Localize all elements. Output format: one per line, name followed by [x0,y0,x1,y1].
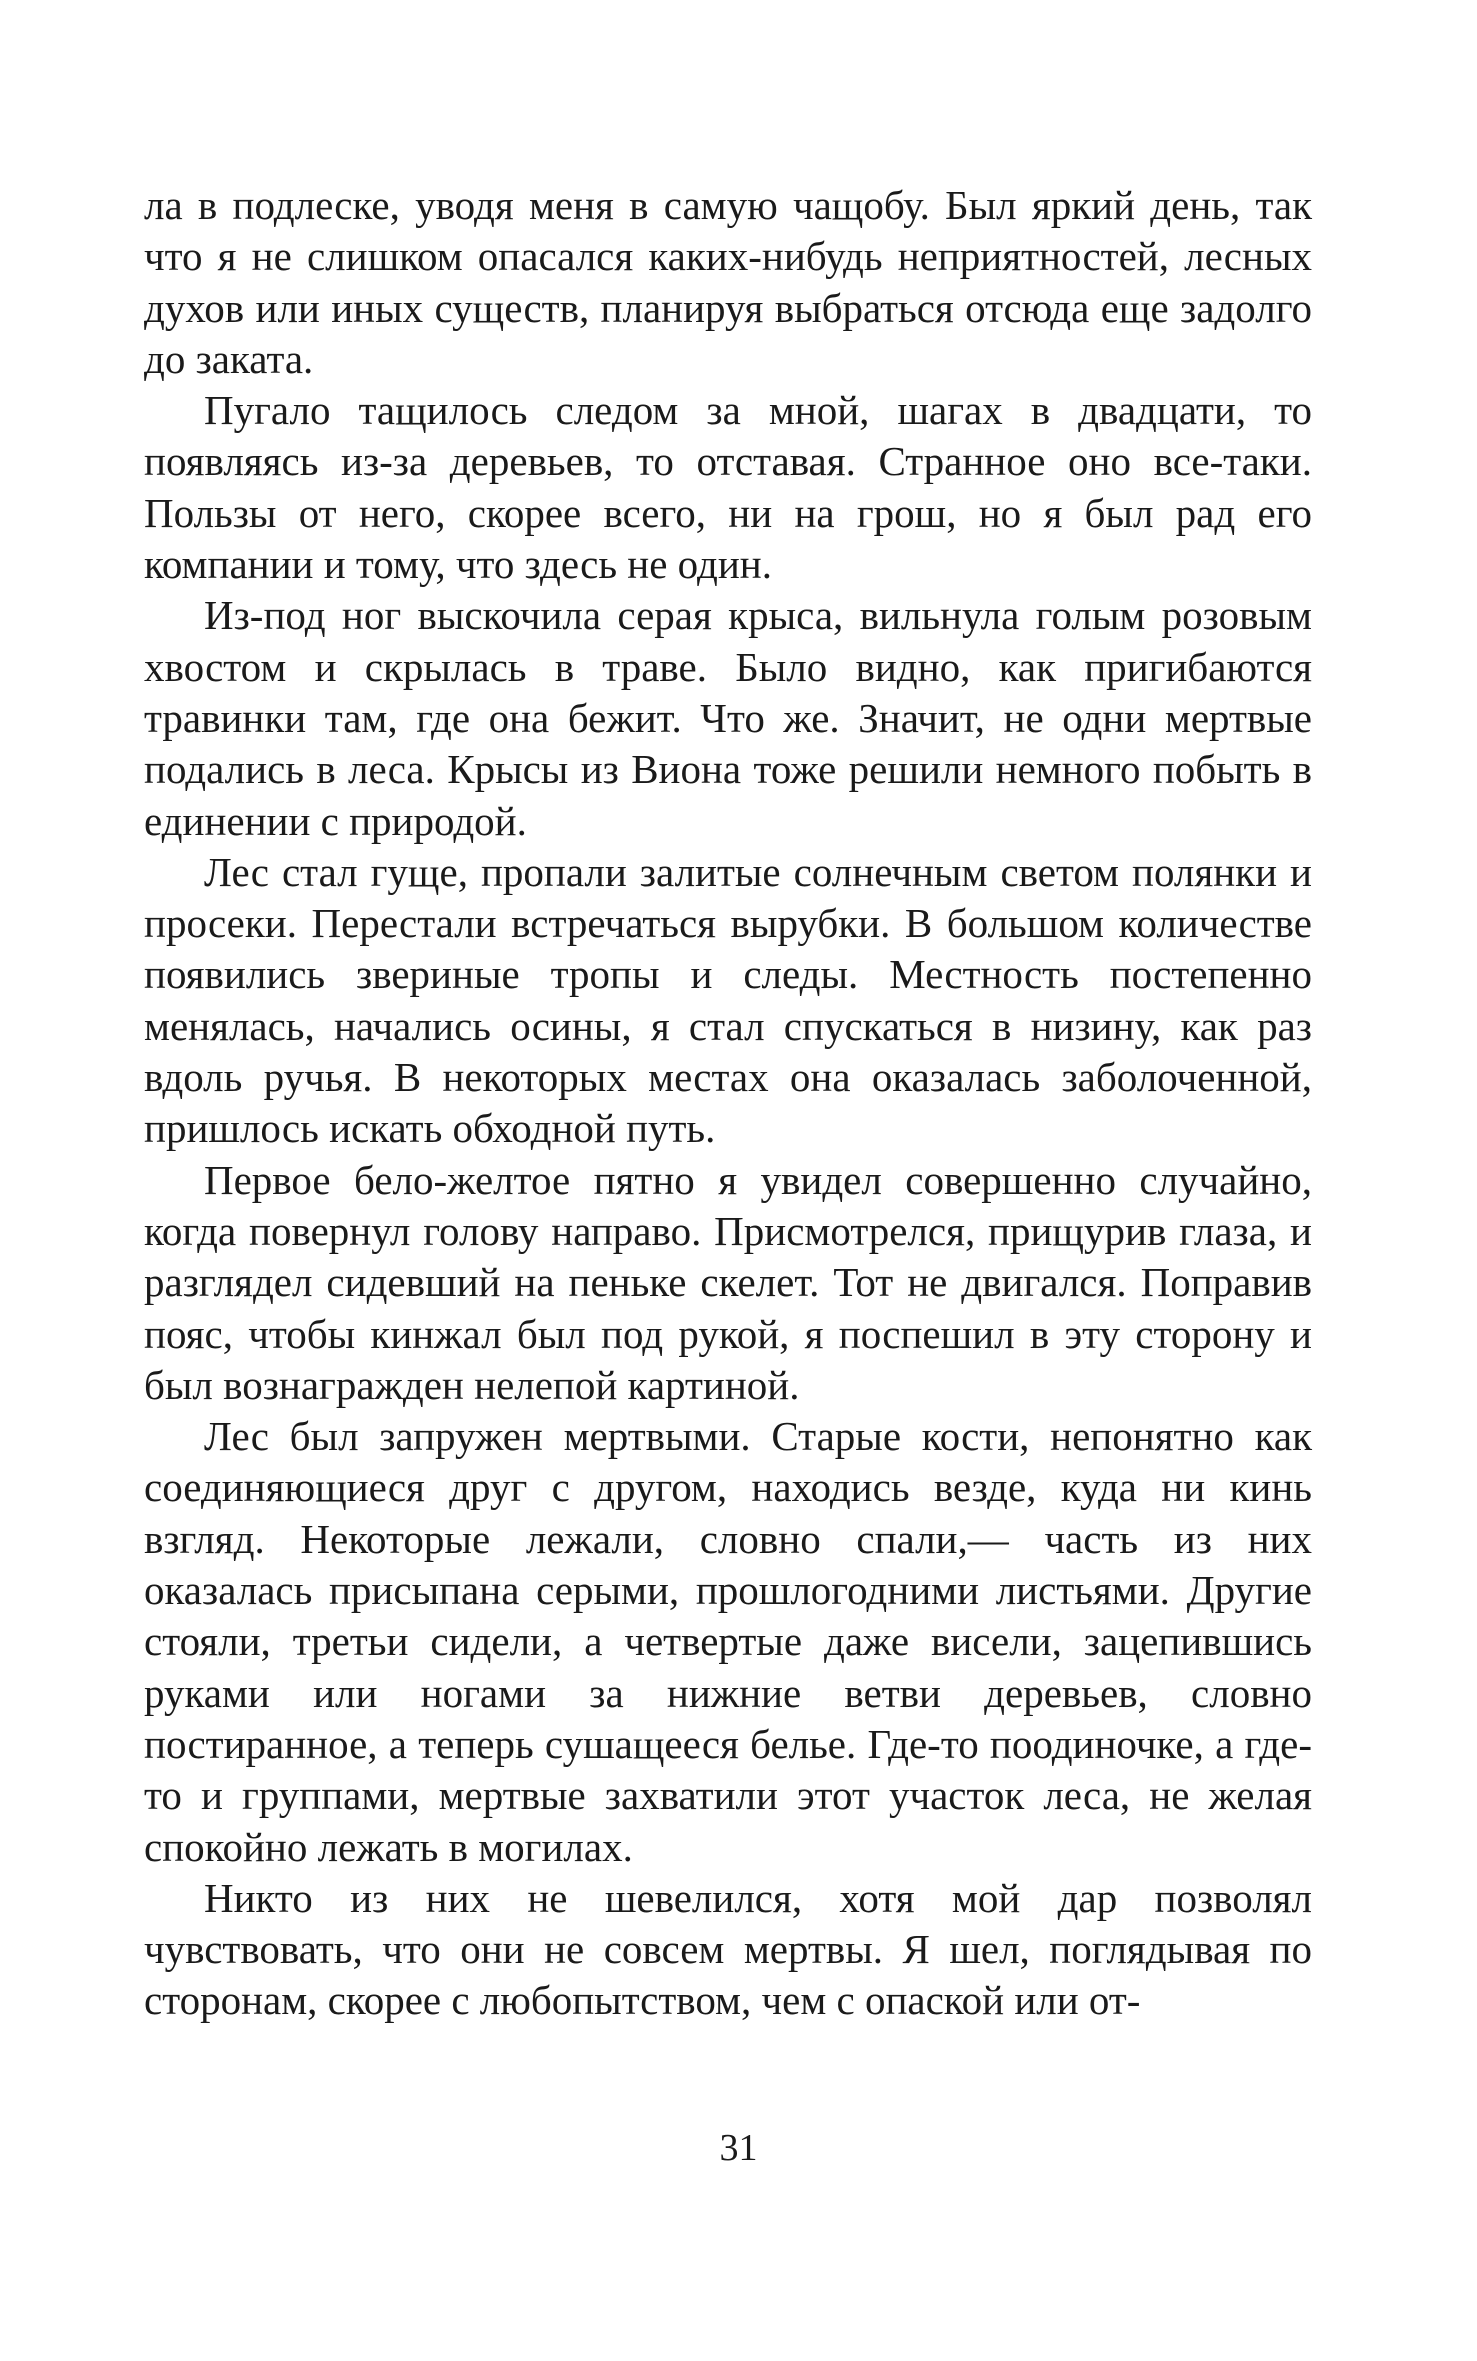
paragraph-7: Никто из них не шевелился, хотя мой дар позволял чувствовать, что они не совсем мертвы. Я шел, поглядывая по сторонам, скорее с любопытством, чем с опаской или от- [144,1874,1312,2024]
paragraph-2: Пугало тащилось следом за мной, шагах в двадцати, то появляясь из-за деревьев, то отставая. Странное оно все-таки. Пользы от него, скорее всего, ни на грош, но я был рад его компании и тому, что здесь не один. [144,387,1312,588]
paragraph-3: Из-под ног выскочила серая крыса, вильнула голым розовым хвостом и скрылась в траве. Было видно, как пригибаются травинки там, где она бежит. Что же. Значит, не одни мертвые подались в леса. Крысы из Виона тоже решили немного побыть в единении с природой. [144,592,1312,844]
page-number: 31 [719,2127,758,2169]
body-text [144,180,1312,2027]
paragraph-5: Первое бело-желтое пятно я увидел совершенно случайно, когда повернул голову направо. Присмотрелся, прищурив глаза, и разглядел сидевший на пеньке скелет. Тот не двигался. Поправив пояс, чтобы кинжал был под рукой, я поспешил в эту сторону и был вознагражден нелепой картиной. [144,1156,1312,1408]
paragraph-4: Лес стал гуще, пропали залитые солнечным светом полянки и просеки. Перестали встречаться вырубки. В большом количестве появились звериные тропы и следы. Местность постепенно менялась, начались осины, я стал спускаться в низину, как раз вдоль ручья. В некоторых местах она оказалась заболоченной, пришлось искать обходной путь. [144,848,1312,1152]
paragraph-1: ла в подлеске, уводя меня в самую чащобу. Был яркий день, так что я не слишком опасался каких-нибудь неприятностей, лесных духов или иных существ, планируя выбраться отсюда еще задолго до заката. [144,182,1312,382]
paragraph-6: Лес был запружен мертвыми. Старые кости, непонятно как соединяющиеся друг с другом, находись везде, куда ни кинь взгляд. Некоторые лежали, словно спали,— часть из них оказалась присыпана серыми, прошлогодними листьями. Другие стояли, третьи сидели, а четвертые даже висели, зацепившись руками или ногами за нижние ветви деревьев, словно постиранное, а теперь сушащееся белье. Где-то поодиночке, а где-то и группами, мертвые захватили этот участок леса, не желая спокойно лежать в могилах. [144,1413,1312,1870]
